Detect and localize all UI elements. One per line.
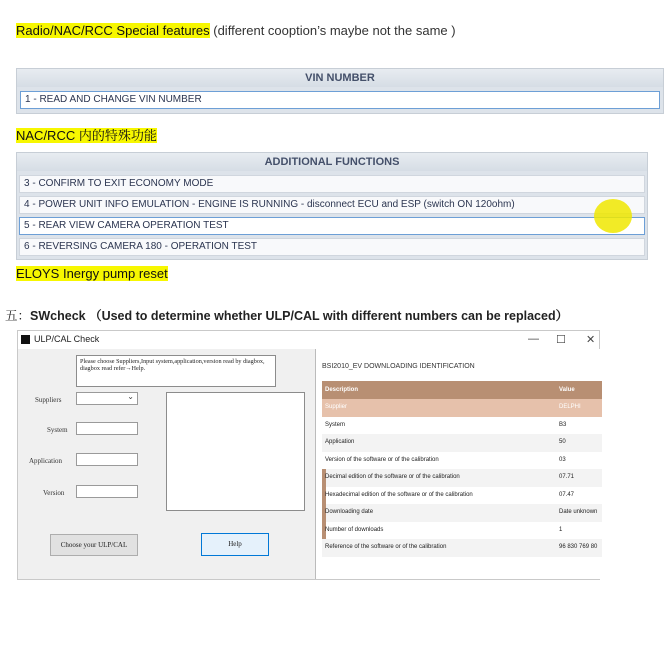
bsi-row-system [322, 417, 602, 435]
version-label: Version [43, 489, 65, 497]
minimize-icon[interactable]: — [528, 333, 539, 345]
bsi-desc: Downloading date [325, 509, 374, 515]
swcheck-title: SWcheck （Used to determine whether ULP/CAL with different numbers can be replaced） [30, 309, 569, 323]
maximize-icon[interactable]: ☐ [556, 334, 566, 346]
swcheck-heading [5, 306, 568, 324]
bsi-val: 50 [559, 439, 566, 445]
radio-features-note: (different cooption’s maybe not the same ) [209, 23, 456, 38]
additional-functions-panel [16, 152, 648, 260]
bsi-val: 07.47 [559, 491, 575, 498]
system-input[interactable] [76, 422, 138, 435]
bsi-row-reference [322, 539, 602, 557]
function-row-3[interactable]: 3 - CONFIRM TO EXIT ECONOMY MODE [19, 175, 645, 193]
section-radio-heading [16, 23, 456, 38]
function-row-4[interactable]: 4 - POWER UNIT INFO EMULATION - ENGINE IS RUNNING - disconnect ECU and ESP (switch ON 120ohm) [19, 196, 645, 214]
function-row-6[interactable]: 6 - REVERSING CAMERA 180 - OPERATION TEST [19, 238, 645, 256]
suppliers-label: Suppliers [35, 396, 62, 404]
radio-features-highlight: Radio/NAC/RCC Special features [16, 23, 210, 38]
bsi-row-number-downloads [322, 522, 602, 540]
bsi-desc: Version of the software or of the calibration [325, 456, 439, 463]
bsi-identification-image [315, 349, 602, 579]
bsi-val: B3 [559, 421, 567, 428]
function-row-5[interactable]: 5 - REAR VIEW CAMERA OPERATION TEST [19, 217, 645, 235]
bsi-desc: Number of downloads [325, 526, 384, 533]
close-icon[interactable]: ✕ [586, 334, 596, 346]
bsi-row-decimal [322, 469, 602, 487]
bsi-val: 03 [559, 456, 566, 463]
bsi-val: DELPHI [559, 404, 581, 410]
additional-panel-header: ADDITIONAL FUNCTIONS [17, 153, 647, 171]
chevron-down-icon: ⌄ [127, 392, 134, 401]
vin-panel-header: VIN NUMBER [17, 69, 663, 87]
window-title: ULP/CAL Check [34, 334, 100, 344]
result-list-box [166, 392, 305, 511]
application-input[interactable] [76, 453, 138, 466]
vin-number-panel [16, 68, 664, 114]
bsi-val: 07.71 [559, 474, 575, 480]
bsi-desc: Application [325, 439, 355, 445]
section-eloys-heading [16, 266, 168, 281]
application-label: Application [29, 457, 63, 465]
bsi-col-description: Description [325, 387, 359, 393]
bsi-row-version [322, 452, 602, 470]
bsi-col-value: Value [559, 387, 575, 393]
window-titlebar [18, 331, 599, 349]
bsi-row-hexadecimal [322, 487, 602, 505]
bsi-desc: Hexadecimal edition of the software or of the calibration [325, 491, 473, 498]
suppliers-select[interactable] [76, 392, 138, 405]
help-button[interactable]: Help [201, 533, 269, 556]
bsi-title: BSI2010_EV DOWNLOADING IDENTIFICATION [322, 363, 475, 370]
choose-ulp-cal-button[interactable]: Choose your ULP/CAL [50, 534, 138, 556]
app-icon [21, 335, 30, 344]
instruction-box: Please choose Suppliers,Input system,application,version read by diagbox, diagbox read refer→Help. [76, 355, 276, 387]
read-change-vin-row[interactable]: 1 - READ AND CHANGE VIN NUMBER [20, 91, 660, 109]
bsi-row-application [322, 434, 602, 452]
nac-features-highlight: NAC/RCC 内的特殊功能 [16, 128, 157, 143]
bsi-val: Date unknown [559, 509, 598, 515]
cursor-highlight-dot-2 [594, 199, 632, 233]
ulp-cal-check-window [17, 330, 600, 580]
bsi-header-row [322, 381, 602, 399]
bsi-val: 96 830 769 80 [559, 544, 598, 550]
version-input[interactable] [76, 485, 138, 498]
system-label: System [47, 426, 68, 434]
bsi-desc: Reference of the software or of the calibration [325, 544, 447, 550]
eloys-highlight: ELOYS Inergy pump reset [16, 266, 168, 281]
bsi-val: 1 [559, 526, 563, 533]
bsi-row-supplier [322, 399, 602, 417]
swcheck-prefix: 五： [5, 309, 31, 323]
bsi-table [322, 381, 602, 557]
bsi-desc: System [325, 421, 346, 428]
section-nac-heading [16, 125, 157, 144]
bsi-desc: Decimal edition of the software or of the calibration [325, 474, 460, 480]
bsi-row-downloading-date [322, 504, 602, 522]
bsi-desc: Supplier [325, 404, 348, 410]
